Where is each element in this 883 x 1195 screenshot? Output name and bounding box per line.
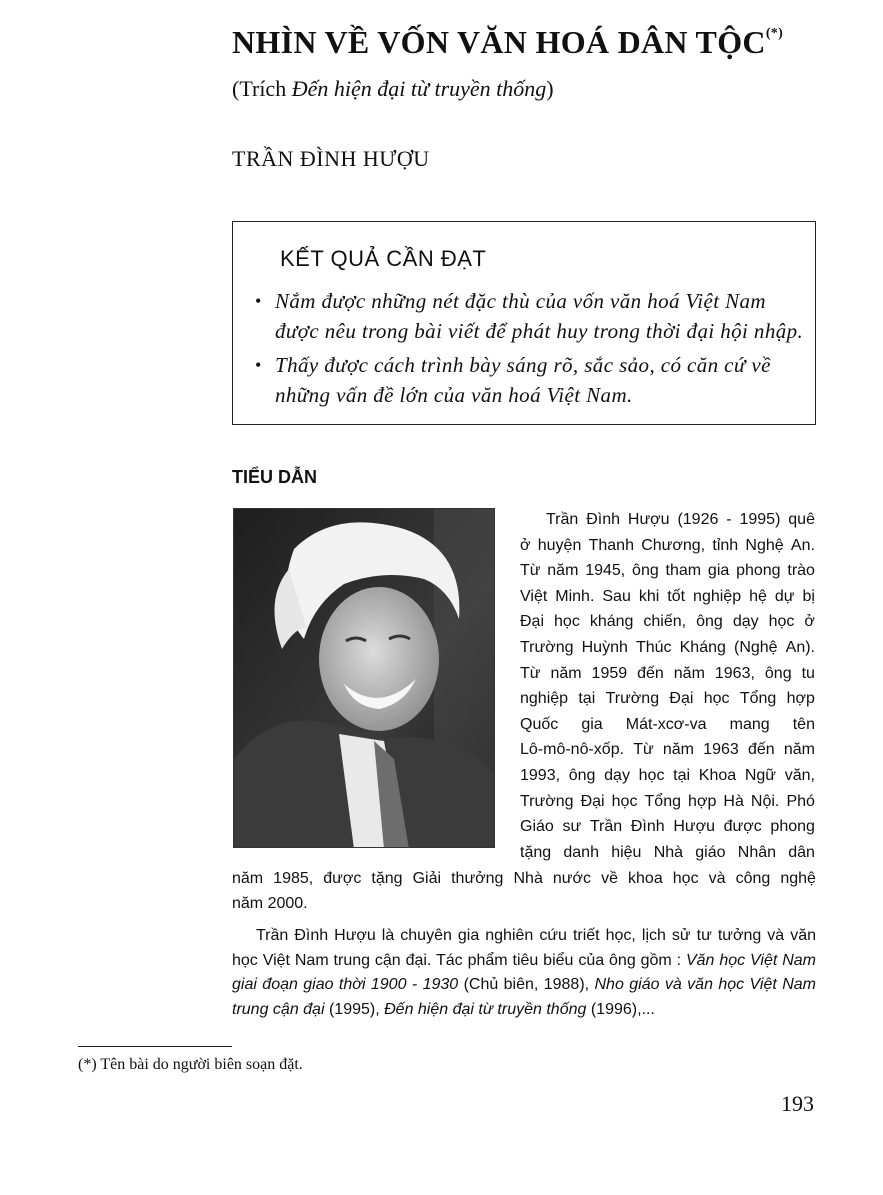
portrait-illustration (234, 509, 495, 848)
word: giáo (695, 843, 726, 861)
word: Phó (786, 792, 815, 810)
bio-line (520, 584, 815, 610)
word: trào (787, 562, 815, 580)
word: về (601, 870, 618, 887)
bio-line (520, 533, 815, 559)
objective-text: Thấy được cách trình bày sáng rõ, sắc sảo, có căn cứ về những vấn đề lớn của văn hoá Việt Nam. (275, 353, 771, 407)
work-title: Đến hiện đại từ truyền thống (384, 1000, 587, 1018)
subtitle-suffix: ) (546, 76, 554, 101)
word: nghiệp (520, 690, 569, 708)
word: học (768, 613, 795, 631)
word: học (703, 690, 730, 708)
footnote: (*) Tên bài do người biên soạn đặt. (78, 1056, 303, 1073)
word: Chương, (641, 536, 706, 554)
word: học (638, 766, 665, 784)
word: Từ (520, 562, 541, 580)
word: tu (801, 664, 815, 682)
bio-line (520, 789, 815, 815)
word: Trần (589, 818, 623, 836)
word: chiến, (643, 613, 687, 631)
bio-line (520, 763, 815, 789)
word: sư (562, 818, 582, 836)
title-text: NHÌN VỀ VỐN VĂN HOÁ DÂN TỘC (232, 24, 766, 60)
bio-line (520, 507, 815, 533)
word: năm (662, 741, 694, 759)
word: Tổng (644, 792, 681, 810)
word: tỉnh (712, 536, 739, 554)
word: danh (563, 843, 599, 861)
word: thưởng (451, 870, 504, 887)
word: hợp (786, 690, 815, 708)
work-title: Văn học Việt Nam giai đoạn giao thời 1900 - 1930 (232, 951, 816, 993)
bio-line (520, 558, 815, 584)
word: hệ (749, 587, 767, 605)
word: bị (802, 587, 815, 605)
word: ở (520, 536, 531, 554)
footnote-divider (78, 1046, 232, 1047)
word: Huỳnh (581, 638, 628, 656)
word: Thanh (588, 536, 634, 554)
word: đến (637, 664, 664, 682)
word: hợp (688, 792, 717, 810)
word: 1945, (585, 562, 626, 580)
bio-line (520, 814, 815, 840)
objective-text: Nắm được những nét đặc thù của vốn văn hoá Việt Nam được nêu trong bài viết để phát huy trong thời đại hội nhập. (275, 289, 804, 343)
word: 1985, (273, 870, 314, 887)
word: dạy (604, 766, 630, 784)
word: gia (707, 562, 730, 580)
word: được (323, 870, 362, 887)
bio-line (520, 686, 815, 712)
word: Việt (520, 587, 548, 605)
objective-item (255, 350, 805, 410)
word: Ngữ (744, 766, 777, 784)
subtitle-prefix: (Trích (232, 76, 292, 101)
word: tên (792, 715, 815, 733)
word: huyện (537, 536, 582, 554)
word: An. (790, 536, 815, 554)
word: học (554, 613, 580, 631)
word: Đình (586, 511, 620, 528)
article-title (232, 24, 783, 61)
word: đến (747, 741, 775, 759)
word: Trần (546, 511, 579, 528)
word: Trường (520, 792, 574, 810)
word: tặng (520, 843, 552, 861)
word: khoa (628, 870, 663, 887)
word: phong (736, 562, 781, 580)
word: tham (665, 562, 702, 580)
word: và (708, 870, 726, 887)
word: nghiệp (693, 587, 742, 605)
bio-line: năm 2000. (232, 895, 308, 912)
word: được (723, 818, 762, 836)
word: năm (673, 664, 705, 682)
objectives-heading: KẾT QUẢ CẦN ĐẠT (280, 246, 487, 271)
objective-item (255, 286, 805, 346)
intro-heading: TIỂU DẪN (232, 467, 317, 487)
article-subtitle (232, 76, 554, 102)
work-note: (Chủ biên, 1988), (458, 976, 595, 993)
work-note: (1995), (324, 1000, 385, 1018)
works-paragraph (232, 924, 816, 1022)
word: Đại (580, 792, 605, 810)
word: khi (638, 587, 660, 605)
word: An). (785, 638, 815, 656)
word: 1993, (520, 766, 561, 784)
author-portrait (233, 508, 495, 848)
title-footnote-marker: (*) (765, 26, 784, 42)
word: năm (232, 870, 264, 887)
word: Quốc (520, 715, 559, 733)
word: Đại (520, 613, 545, 631)
bio-line (520, 609, 815, 635)
word: Hượu (673, 818, 715, 836)
word: Sau (602, 587, 631, 605)
work-note: (1996),... (586, 1000, 655, 1018)
word: năm (550, 664, 582, 682)
objectives-box (232, 221, 816, 425)
word: Giải (412, 870, 442, 887)
word: Nội. (750, 792, 780, 810)
word: tặng (371, 870, 403, 887)
word: Trường (520, 638, 574, 656)
subtitle-source: Đến hiện đại từ truyền thống (291, 76, 547, 101)
word: Lô-mô-nô-xốp. (520, 741, 625, 759)
word: tại (578, 690, 596, 708)
word: Mát-xcơ-va (625, 715, 707, 733)
word: ở (804, 613, 815, 631)
author-name: TRẦN ĐÌNH HƯỢU (232, 146, 430, 171)
word: Từ (633, 741, 654, 759)
word: 1963, (714, 664, 755, 682)
page-number: 193 (781, 1091, 814, 1116)
word: Thúc (635, 638, 672, 656)
bio-line (520, 840, 815, 866)
word: Tổng (739, 690, 777, 708)
word: ông (764, 664, 792, 682)
word: năm (547, 562, 579, 580)
word: (Nghệ (733, 638, 778, 656)
word: quê (788, 511, 815, 528)
word: Đình (630, 818, 665, 836)
word: nước (552, 870, 592, 887)
word: Nghệ (745, 536, 784, 554)
bio-paragraph-continuation (232, 866, 816, 916)
word: dự (774, 587, 795, 605)
word: văn, (784, 766, 815, 784)
word: (1926 (677, 511, 719, 528)
word: phong (770, 818, 815, 836)
word: học (611, 792, 638, 810)
word: Từ (520, 664, 541, 682)
word: công (735, 870, 771, 887)
word: 1995) (739, 511, 781, 528)
word: hiệu (611, 843, 642, 861)
word: - (726, 511, 732, 528)
bio-line (520, 712, 815, 738)
word: gia (581, 715, 603, 733)
bio-line (520, 635, 815, 661)
word: tốt (667, 587, 686, 605)
word: mang (729, 715, 770, 733)
word: kháng (589, 613, 634, 631)
word: Nhà (513, 870, 543, 887)
word: 1963 (703, 741, 739, 759)
word: dân (788, 843, 815, 861)
bio-line (520, 737, 815, 763)
word: Kháng (679, 638, 726, 656)
word: Giáo (520, 818, 554, 836)
word: 1959 (591, 664, 628, 682)
word: ông (696, 613, 723, 631)
word: nghệ (780, 870, 816, 887)
word: Hà (723, 792, 744, 810)
word: Hượu (627, 511, 670, 528)
bio-line (232, 866, 816, 891)
word: học (672, 870, 699, 887)
word: Nhà (653, 843, 684, 861)
bio-paragraph (520, 507, 815, 865)
bio-line (520, 661, 815, 687)
word: Trường (605, 690, 660, 708)
word: dạy (732, 613, 759, 631)
bullet-icon: • (255, 291, 262, 311)
work-title: Nho giáo và văn học Việt Nam trung cận đại (232, 976, 816, 1018)
word: tại (673, 766, 691, 784)
word: Khoa (698, 766, 737, 784)
word: ông (632, 562, 659, 580)
word: Minh. (555, 587, 595, 605)
works-intro: Trần Đình Hượu là chuyên gia nghiên cứu triết học, lịch sử tư tưởng và văn học Việt Nam trung cận đại. Tác phẩm tiêu biểu của ông gồm : (232, 927, 816, 969)
word: năm (783, 741, 815, 759)
bullet-icon: • (255, 355, 262, 375)
word: Nhân (737, 843, 777, 861)
word: ông (568, 766, 596, 784)
word: Đại (669, 690, 694, 708)
